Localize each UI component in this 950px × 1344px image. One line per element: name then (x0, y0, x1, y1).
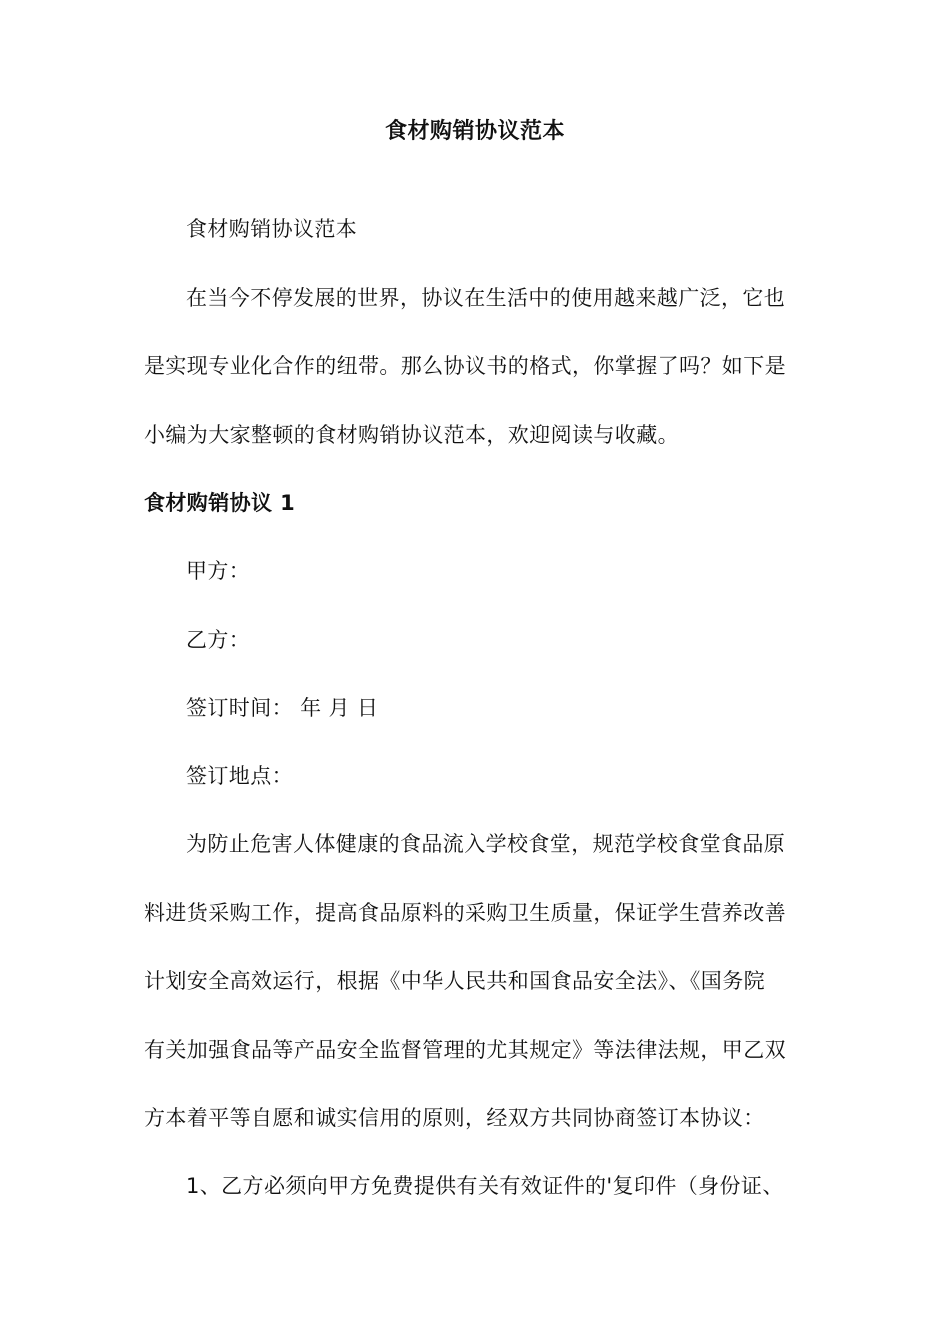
document-subtitle: 食材购销协议范本 (186, 217, 358, 241)
intro-paragraph-line: 是实现专业化合作的纽带。那么协议书的格式，你掌握了吗？如下是 (144, 354, 786, 378)
party-a-label: 甲方： (186, 559, 251, 583)
clause-1-line: 1、乙方必须向甲方免费提供有关有效证件的'复印件（身份证、 (186, 1174, 784, 1198)
body-paragraph-line: 为防止危害人体健康的食品流入学校食堂，规范学校食堂食品原 (186, 832, 786, 856)
body-paragraph-line: 方本着平等自愿和诚实信用的原则，经双方共同协商签订本协议： (144, 1106, 765, 1130)
sign-place-label: 签订地点： (186, 764, 293, 788)
section-heading: 食材购销协议 1 (144, 491, 296, 515)
party-b-label: 乙方： (186, 628, 251, 652)
intro-paragraph-line: 小编为大家整顿的食材购销协议范本，欢迎阅读与收藏。 (144, 423, 679, 447)
intro-paragraph-line: 在当今不停发展的世界，协议在生活中的使用越来越广泛，它也 (186, 286, 786, 310)
body-paragraph-line: 计划安全高效运行，根据《中华人民共和国食品安全法》、《国务院 (144, 969, 765, 993)
body-paragraph-line: 料进货采购工作，提高食品原料的采购卫生质量，保证学生营养改善 (144, 901, 786, 925)
sign-date-label: 签订时间： 年 月 日 (186, 696, 379, 720)
document-title: 食材购销协议范本 (384, 119, 565, 144)
body-paragraph-line: 有关加强食品等产品安全监督管理的尤其规定》等法律法规，甲乙双 (144, 1038, 786, 1062)
